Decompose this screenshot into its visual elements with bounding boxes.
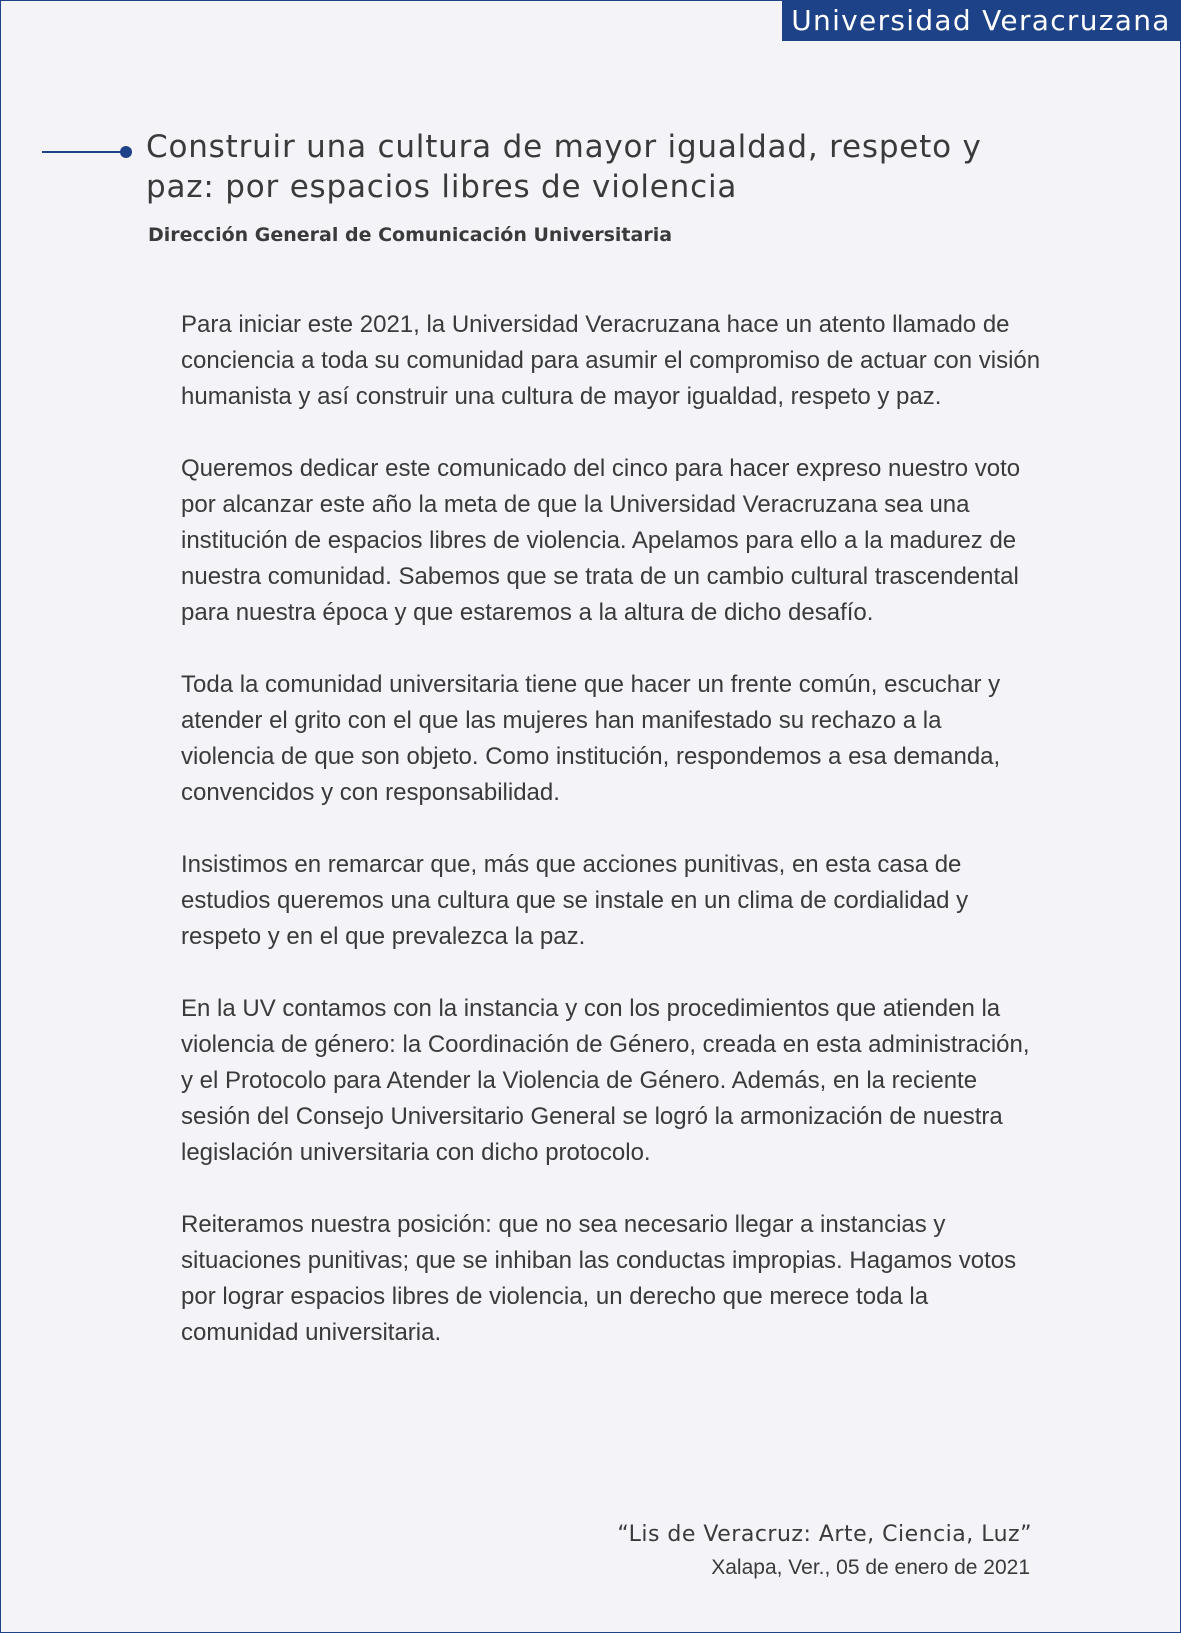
title-marker-dot	[120, 146, 132, 158]
paragraph-4: Insistimos en remarcar que, más que acciones punitivas, en esta casa de estudios queremos una cultura que se instale en un clima de cordialidad y respeto y en el que prevalezca la paz.	[181, 851, 969, 950]
article-title: Construir una cultura de mayor igualdad, respeto y paz: por espacios libres de violencia	[146, 129, 982, 205]
paragraph-1: Para iniciar este 2021, la Universidad Veracruzana hace un atento llamado de conciencia a toda su comunidad para asumir el compromiso de actuar con visión humanista y así construir una cultura de mayor igualdad, respeto y paz.	[181, 311, 1041, 410]
institution-banner: Universidad Veracruzana	[782, 1, 1180, 41]
title-marker-line	[42, 151, 128, 153]
article-body	[181, 307, 1041, 1387]
paragraph-6: Reiteramos nuestra posición: que no sea necesario llegar a instancias y situaciones punitivas; que se inhiban las conductas impropias. Hagamos votos por lograr espacios libres de violencia, un derecho que merece toda la comunidad universitaria.	[181, 1211, 1017, 1346]
paragraph-3: Toda la comunidad universitaria tiene que hacer un frente común, escuchar y atender el grito con el que las mujeres han manifestado su rechazo a la violencia de que son objeto. Como institución, respondemos a esa demanda, convencidos y con responsabilidad.	[181, 671, 1001, 806]
paragraph-5: En la UV contamos con la instancia y con los procedimientos que atienden la violencia de género: la Coordinación de Género, creada en esta administración, y el Protocolo para Atender la Violencia de Género. Además, en la reciente sesión del Consejo Universitario General se logró la armonización de nuestra legislación universitaria con dicho protocolo.	[181, 995, 1030, 1166]
place-date: Xalapa, Ver., 05 de enero de 2021	[711, 1556, 1030, 1579]
article-author: Dirección General de Comunicación Universitaria	[148, 224, 673, 246]
institutional-motto: “Lis de Veracruz: Arte, Ciencia, Luz”	[617, 1522, 1032, 1547]
paragraph-2: Queremos dedicar este comunicado del cinco para hacer expreso nuestro voto por alcanzar este año la meta de que la Universidad Veracruzana sea una institución de espacios libres de violencia. Apelamos para ello a la madurez de nuestra comunidad. Sabemos que se trata de un cambio cultural trascendental para nuestra época y que estaremos a la altura de dicho desafío.	[181, 455, 1021, 626]
